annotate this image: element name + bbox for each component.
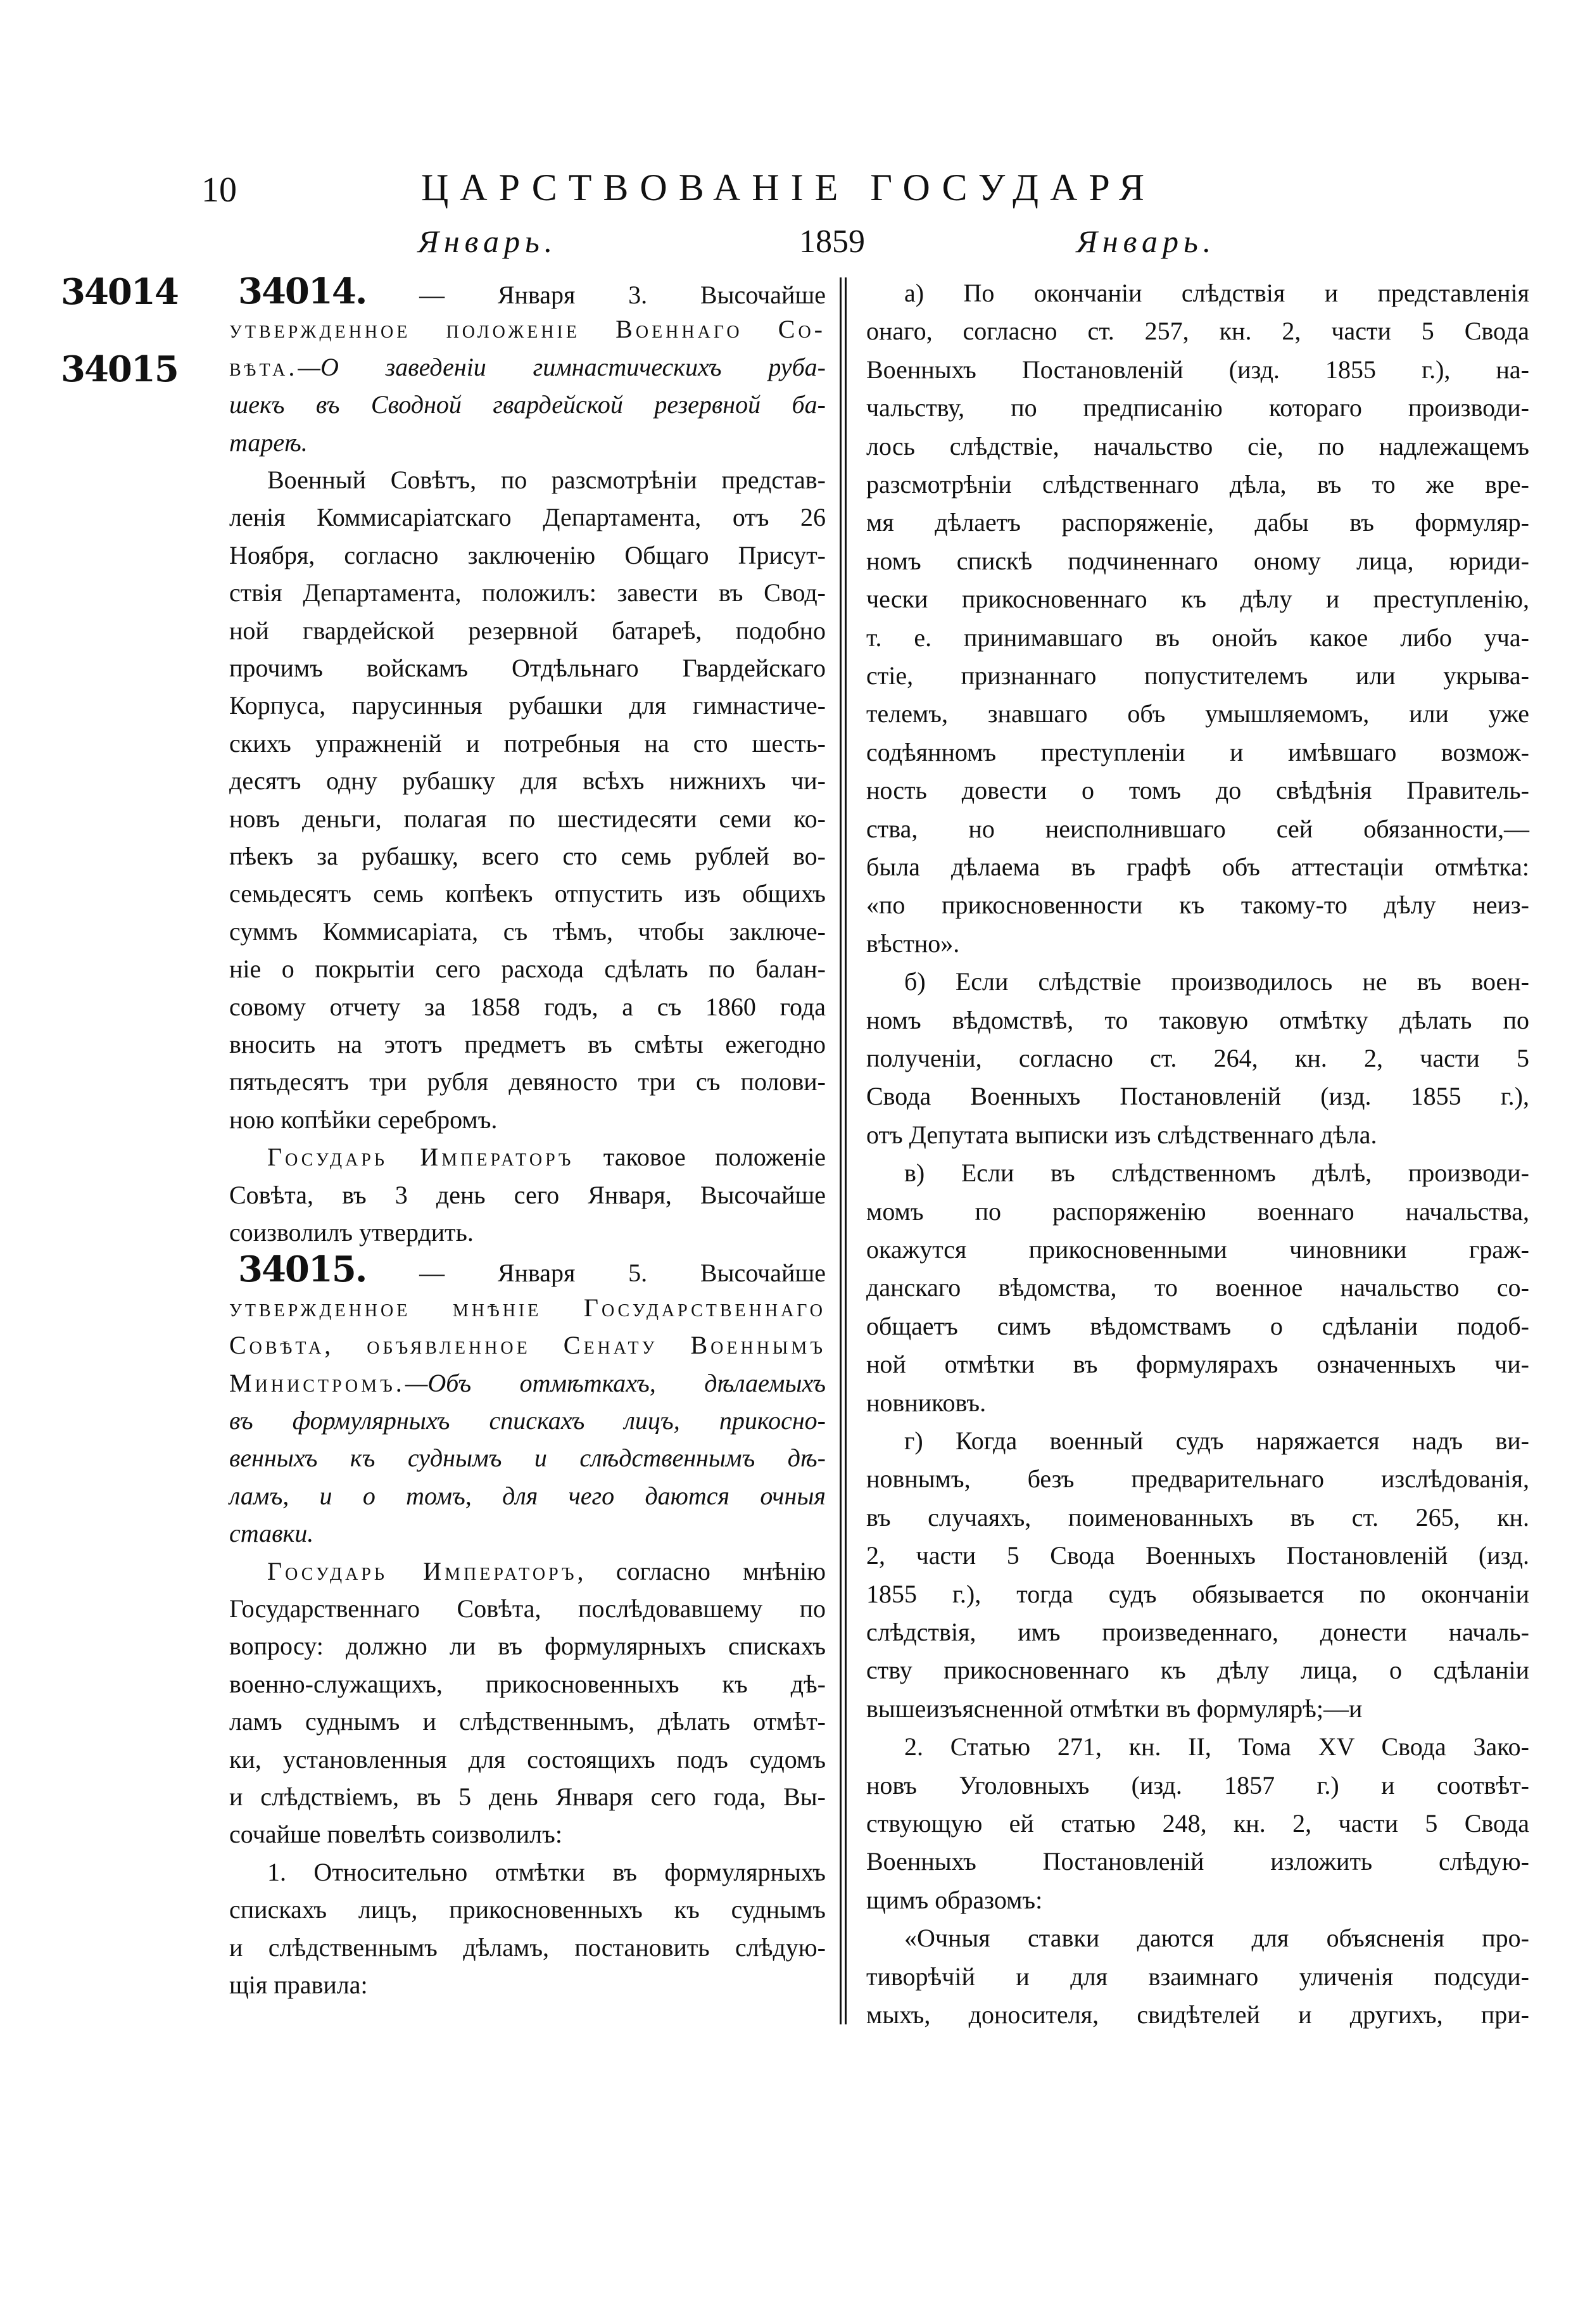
text-line [866,924,1529,963]
text-line [866,1957,1529,1996]
text-line [866,1575,1529,1613]
text-run: вносить на этотъ предметъ въ смѣты ежегодно [229,1030,826,1058]
text-line [866,1651,1529,1689]
text-run: тареѣ. [229,428,308,457]
text-line [229,1176,826,1214]
text-run: вѣстно». [866,929,960,958]
text-line [866,465,1529,504]
text-run: слѣдствія, имъ произведеннаго, донести началь- [866,1618,1529,1646]
text-run: вѣта. [229,352,298,381]
text-run: ставки. [229,1519,314,1548]
text-line [229,761,826,800]
text-run: Ноября, согласно заключенію Общаго Присут- [229,540,826,569]
text-run: десятъ одну рубашку для всѣхъ нижнихъ чи- [229,766,826,796]
text-line [229,1815,826,1853]
text-run: 1. Относительно отмѣтки въ формулярныхъ [267,1857,826,1886]
text-run: шекъ въ Сводной гвардейской резервной ба- [229,390,826,419]
text-run: окажутся прикосновенными чиновники граж- [866,1235,1529,1264]
text-line [229,385,826,424]
text-run: вышеизъясненной отмѣтки въ формулярѣ;—и [866,1694,1363,1723]
entry-number: 34015. [238,1248,367,1291]
text-run: Совѣта, въ 3 день сего Января, Высочайше [229,1180,826,1209]
text-line [866,1421,1529,1460]
margin-entry-number: 34014 [61,271,178,313]
text-line [229,1062,826,1101]
text-line [866,1536,1529,1575]
text-line [866,1766,1529,1805]
text-run: лось слѣдствіе, начальство сіе, по надлежащемъ [866,431,1529,460]
text-run: суммъ Коммисаріата, съ тѣмъ, чтобы заключе- [229,917,826,946]
text-run: содѣянномъ преступленіи и имѣвшаго возмож- [866,737,1529,766]
text-line [866,427,1529,466]
text-run: г) Когда военный судъ наряжается надъ ви- [904,1426,1529,1455]
text-run: онаго, согласно ст. 257, кн. 2, части 5 Свода [866,317,1529,346]
text-run: мя дѣлаетъ распоряженіе, дабы въ формуляр- [866,508,1529,537]
text-run: ламъ, и о томъ, для чего даются очныя [229,1481,826,1510]
text-run: пѣекъ за рубашку, всего сто семь рублей во- [229,842,826,870]
text-line [866,1842,1529,1881]
text-run: Государь Императоръ [267,1143,574,1172]
month-label-left: Январь. [418,224,558,259]
text-line [866,1383,1529,1422]
text-run: ніе о покрытіи сего расхода сдѣлать по балан- [229,955,826,984]
text-line [229,1288,826,1327]
text-line [229,1250,826,1289]
text-line [229,1665,826,1703]
text-line [229,1438,826,1477]
text-run: момъ по распоряженію военнаго начальства, [866,1197,1529,1226]
text-run: въ случаяхъ, поименованныхъ въ ст. 265, кн. [866,1502,1529,1532]
text-line [229,1589,826,1628]
text-line [229,1777,826,1816]
text-line [229,348,826,386]
text-line [866,1689,1529,1728]
text-line [229,837,826,875]
text-line [866,1459,1529,1498]
text-line [866,1919,1529,1957]
year-label: 1859 [799,224,865,260]
text-line [866,312,1529,350]
text-run: разсмотрѣніи слѣдственнаго дѣла, въ то же вре- [866,470,1529,498]
text-run: отъ Депутата выписки изъ слѣдственнаго дѣла. [866,1120,1377,1149]
text-run: и слѣдственнымъ дѣламъ, постановить слѣдую- [229,1933,826,1962]
text-run: Государственнаго Совѣта, послѣдовавшему по [229,1594,826,1623]
text-line [866,848,1529,886]
text-line [229,423,826,462]
text-run: соизволилъ утвердить. [229,1218,474,1247]
text-line [866,1613,1529,1651]
text-run: Государь Императоръ [267,1556,578,1585]
text-run: тиворѣчій и для взаимнаго уличенія подсуди- [866,1962,1529,1991]
text-line [866,962,1529,1001]
text-run: ству прикосновеннаго къ дѣлу лица, о сдѣланіи [866,1656,1529,1685]
page-number: 10 [201,170,237,210]
text-run: б) Если слѣдствіе производилось не въ воен- [904,967,1529,996]
text-line [866,810,1529,848]
text-run: новнымъ, безъ предварительнаго изслѣдованія, [866,1464,1529,1494]
text-run: , согласно мнѣнію [577,1556,826,1585]
text-line [229,1702,826,1741]
text-line [866,1995,1529,2034]
text-line [229,1965,826,2004]
text-line [229,724,826,763]
text-line [866,580,1529,618]
text-run: ламъ суднымъ и слѣдственнымъ, дѣлать отмѣт- [229,1707,826,1736]
text-run: таковое положеніе [574,1143,826,1172]
text-run: 2, части 5 Свода Военныхъ Постановленій (изд. [866,1541,1529,1570]
text-line [229,573,826,612]
text-run: ной гвардейской резервной батареѣ, подобно [229,616,826,645]
text-run: мыхъ, доносителя, свидѣтелей и другихъ, при- [866,2000,1529,2029]
text-run: щимъ образомъ: [866,1885,1043,1914]
text-line [866,1727,1529,1766]
text-line [229,1853,826,1891]
text-line [866,1192,1529,1231]
text-run: 2. Статью 271, кн. II, Тома XV Свода Зако- [904,1732,1529,1762]
text-line [229,1213,826,1252]
text-run: военно-служащихъ, прикосновенныхъ къ дѣ- [229,1669,826,1698]
text-run: телемъ, знавшаго объ умышляемомъ, или уже [866,699,1529,728]
text-run: «по прикосновенности къ такому-то дѣлу неиз- [866,891,1529,920]
text-run: общаетъ симъ вѣдомствамъ о сдѣланіи подоб- [866,1311,1529,1340]
running-title: ЦАРСТВОВАНІЕ ГОСУДАРЯ [420,167,1156,208]
text-run: спискахъ лицъ, прикосновенныхъ къ суднымъ [229,1895,826,1924]
text-run: была дѣлаема въ графѣ объ аттестаціи отмѣтка: [866,853,1529,881]
text-run: Военныхъ Постановленій изложить слѣдую- [866,1847,1529,1876]
text-run: Военный Совѣтъ, по разсмотрѣніи представ- [267,466,826,494]
text-run: —О заведеніи гимнастическихъ руба- [298,352,826,381]
text-run: чески прикосновеннаго къ дѣлу и преступленію, [866,585,1529,614]
text-line [229,1100,826,1139]
text-run: номъ вѣдомствѣ, то таковую отмѣтку дѣлать по [866,1005,1529,1034]
text-line [229,536,826,575]
text-run: совому отчету за 1858 годъ, а съ 1860 года [229,992,826,1021]
text-line [229,310,826,348]
text-line [229,1890,826,1929]
text-run: сочайше повелѣть соизволилъ: [229,1820,562,1849]
text-run: венныхъ къ суднымъ и слѣдственнымъ дѣ- [229,1444,826,1473]
text-run: ной отмѣтки въ формулярахъ означенныхъ чи- [866,1350,1529,1379]
text-line [229,272,826,311]
text-line [866,1307,1529,1345]
text-line [229,649,826,687]
text-run: т. е. принимавшаго въ онойъ какое либо уча- [866,623,1529,652]
text-run: — Января 5. Высочайше [366,1259,826,1288]
text-line [229,1476,826,1515]
text-run: данскаго вѣдомства, то военное начальство со- [866,1273,1529,1302]
margin-entry-number: 34015 [61,348,178,390]
text-line [866,694,1529,733]
text-run: стіе, признаннаго попустителемъ или укрыва- [866,661,1529,690]
text-line [866,1230,1529,1269]
text-line [229,611,826,650]
text-line [866,771,1529,810]
text-line [866,1001,1529,1039]
month-label-right: Январь. [1076,224,1216,259]
text-line [229,1138,826,1176]
text-line [866,733,1529,771]
text-line [866,1804,1529,1843]
text-line [229,1326,826,1364]
text-line [866,350,1529,389]
text-run: Свода Военныхъ Постановленій (изд. 1855 г.), [866,1082,1529,1111]
text-run: номъ спискѣ подчиненнаго оному лица, юриди- [866,546,1529,575]
text-run: чальству, по предписанію котораго производи- [866,393,1529,422]
text-run: утвержденное положеніе Военнаго Со- [229,315,826,344]
text-line [229,460,826,499]
text-line [229,686,826,725]
text-run: ствующую ей статью 248, кн. 2, части 5 Свода [866,1809,1529,1838]
text-run: новъ деньги, полагая по шестидесяти семи ко- [229,804,826,833]
text-run: в) Если въ слѣдственномъ дѣлѣ, производи- [904,1159,1529,1188]
text-run: новниковъ. [866,1388,987,1417]
text-line [229,1401,826,1440]
text-run: вопросу: должно ли въ формулярныхъ спискахъ [229,1632,826,1661]
text-run: скихъ упражненій и потребныя на сто шесть- [229,728,826,758]
text-run: прочимъ войскамъ Отдѣльнаго Гвардейскаго [229,654,826,682]
text-line [866,274,1529,312]
text-run: ленія Коммисаріатскаго Департамента, отъ 26 [229,503,826,532]
text-line [229,987,826,1026]
entry-number: 34014. [238,270,367,312]
text-run: Корпуса, парусинныя рубашки для гимнастиче- [229,691,826,720]
text-line [866,388,1529,427]
text-run: 1855 г.), тогда судъ обязывается по окончаніи [866,1579,1529,1608]
text-run: ства, но неисполнившаго сей обязанности,— [866,814,1529,843]
text-line [229,874,826,913]
text-run: — Января 3. Высочайше [366,281,826,309]
text-line [866,886,1529,924]
text-run: утвержденное мнѣніе Государственнаго [229,1293,826,1322]
text-run: пятьдесятъ три рубля девяносто три съ полови- [229,1067,826,1096]
text-run: семьдесятъ семь копѣекъ отпустить изъ общихъ [229,879,826,908]
text-run: и слѣдствіемъ, въ 5 день Января сего года, Вы- [229,1782,826,1811]
text-run: ною копѣйки серебромъ. [229,1105,498,1134]
text-line [866,656,1529,695]
text-line [866,1153,1529,1192]
text-line [866,1881,1529,1919]
text-run: новъ Уголовныхъ (изд. 1857 г.) и соотвѣт- [866,1770,1529,1800]
text-line [866,618,1529,657]
text-run: «Очныя ставки даются для объясненія про- [904,1924,1529,1953]
text-run: —Объ отмѣткахъ, дѣлаемыхъ [405,1368,826,1397]
text-run: полученіи, согласно ст. 264, кн. 2, части 5 [866,1044,1529,1072]
text-line [866,1077,1529,1115]
text-line [229,949,826,988]
text-line [229,1025,826,1064]
text-line [229,912,826,951]
text-line [229,498,826,537]
text-run: а) По окончаніи слѣдствія и представленія [904,279,1529,307]
text-line [229,1552,826,1591]
text-line [229,1627,826,1665]
text-run: ность довести о томъ до свѣдѣнія Правитель- [866,776,1529,805]
text-line [866,1498,1529,1537]
text-line [229,1928,826,1967]
text-run: ки, установленныя для состоящихъ подъ судомъ [229,1744,826,1774]
text-run: Министромъ. [229,1368,405,1397]
text-line [866,1345,1529,1383]
text-line [229,1514,826,1553]
text-line [229,1364,826,1402]
text-run: Совѣта, объявленное Сенату Военнымъ [229,1331,826,1360]
text-line [866,1039,1529,1077]
text-run: въ формулярныхъ спискахъ лицъ, прикосно- [229,1406,826,1435]
text-line [866,1115,1529,1154]
text-run: щія правила: [229,1971,368,1999]
text-line [866,503,1529,542]
column-divider [840,277,847,2024]
text-line [229,799,826,838]
text-line [866,1268,1529,1307]
text-line [866,542,1529,580]
text-run: Военныхъ Постановленій (изд. 1855 г.), на- [866,355,1529,384]
text-run: ствія Департамента, положилъ: завести въ Свод- [229,578,826,607]
text-line [229,1740,826,1779]
